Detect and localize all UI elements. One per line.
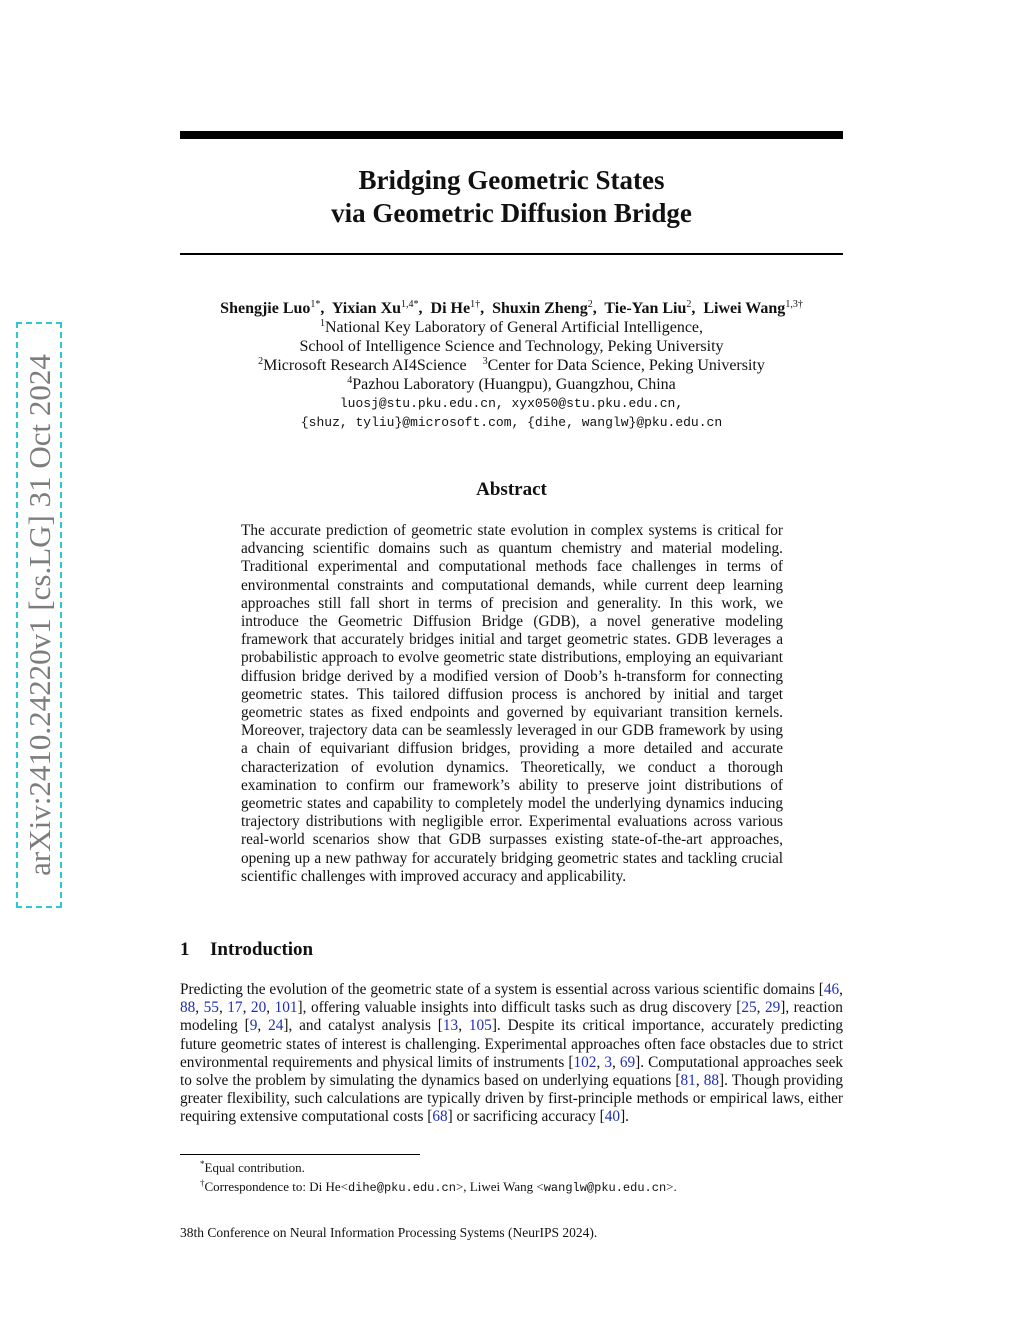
author-name: Liwei Wang: [703, 300, 786, 317]
email-link[interactable]: wanglw@pku.edu.cn: [543, 1181, 667, 1195]
section-heading-introduction: [180, 939, 313, 961]
footnote-text: Correspondence to: Di He<: [204, 1179, 348, 1194]
citation-link[interactable]: 40: [604, 1108, 621, 1126]
citation-link[interactable]: 101: [274, 999, 298, 1017]
citation-link[interactable]: 81: [680, 1072, 696, 1090]
footnote-equal-contribution: [200, 1158, 677, 1177]
citation-link[interactable]: 24: [268, 1017, 284, 1035]
author-list: Shengjie Luo$^{1*}$, Yixian $Xu^{1,4*}$, Di $He^{1\dagger}$, Shuxin Zheng$^2$, Tie-Yan Liu$^2$, Liwei Wang$^{1,3\dagger}$: [220, 299, 803, 317]
citation-link[interactable]: 88: [180, 999, 196, 1017]
citation-link[interactable]: 13: [442, 1017, 459, 1035]
email-line-1[interactable]: luosj@stu.pku.edu.cn, xyx050@stu.pku.edu.cn,: [339, 396, 684, 411]
author-name: Di He: [430, 300, 471, 317]
citation-link[interactable]: 68: [432, 1108, 448, 1126]
affiliation-mark: 1: [319, 318, 325, 329]
affiliation-mark: 4: [347, 375, 353, 386]
intro-text-run: ,: [596, 1053, 605, 1071]
affiliation-1: [180, 318, 843, 337]
footnote-correspondence: [200, 1177, 677, 1198]
footnote-mark: *: [200, 1159, 205, 1169]
abstract-heading: Abstract: [476, 479, 547, 500]
introduction-paragraph: [180, 981, 843, 1127]
title-bottom-rule: [180, 253, 843, 255]
footnote-rule: [180, 1154, 420, 1155]
author-marks: 2: [587, 299, 593, 310]
affiliation-mark: 2: [258, 356, 264, 367]
footnote-text: >.: [666, 1179, 677, 1194]
affiliation-text: National Key Laboratory of General Artificial Intelligence,: [324, 319, 704, 336]
footnote-text: Equal contribution.: [204, 1160, 305, 1175]
intro-text-run: ,: [257, 1017, 269, 1035]
citation-link[interactable]: 17: [227, 999, 243, 1017]
footnotes: [200, 1158, 677, 1198]
affiliation-2-3: [180, 356, 843, 375]
intro-text-run: ], offering valuable insights into difficult tasks such as drug discovery [: [297, 999, 742, 1017]
author-name: Yixian Xu: [331, 300, 402, 317]
author-marks: 1*: [310, 299, 321, 310]
intro-text-run: ]. Despite its critical importance, accurately predicting future geometric states of interest is challenging. Experimental approaches often face obstacles due to strict environmental requirements and physical limits of instruments [: [180, 1017, 843, 1071]
email-line-2[interactable]: {shuz, tyliu}@microsoft.com, {dihe, wanglw}@pku.edu.cn: [300, 415, 723, 430]
title-line-1: Bridging Geometric States: [358, 165, 665, 195]
citation-link[interactable]: 55: [203, 999, 219, 1017]
intro-text-run: ], reaction modeling [: [180, 999, 843, 1035]
author-marks: 2: [686, 299, 692, 310]
title-top-rule: [180, 131, 843, 139]
author-name: Shuxin Zheng: [492, 300, 588, 317]
citation-link[interactable]: 88: [703, 1072, 720, 1090]
conference-note: 38th Conference on Neural Information Processing Systems (NeurIPS 2024).: [180, 1225, 598, 1240]
title-line-2: via Geometric Diffusion Bridge: [331, 198, 692, 228]
intro-text-run: ,: [756, 999, 765, 1017]
intro-text-run: ,: [266, 999, 275, 1017]
arxiv-identifier[interactable]: arXiv:2410.24220v1 [cs.LG] 31 Oct 2024: [22, 354, 57, 876]
intro-text-run: ] or sacrificing accuracy [: [447, 1108, 605, 1126]
affiliation-4: [180, 375, 843, 394]
intro-text-run: ], and catalyst analysis [: [283, 1017, 443, 1035]
author-marks: 1,3†: [785, 299, 803, 310]
citation-link[interactable]: 102: [573, 1053, 597, 1071]
section-title: Introduction: [210, 939, 314, 960]
citation-link[interactable]: 105: [468, 1017, 492, 1035]
citation-link[interactable]: 9: [249, 1017, 258, 1035]
intro-text-run: ,: [695, 1072, 704, 1090]
citation-link[interactable]: 25: [741, 999, 757, 1017]
citation-link[interactable]: 20: [250, 999, 267, 1017]
paper-title: [180, 164, 843, 230]
footnote-mark: †: [200, 1178, 205, 1188]
author-name: Shengjie Luo: [220, 300, 311, 317]
author-block: [180, 299, 843, 432]
author-marks: 1,4*: [401, 299, 419, 310]
affiliation-text: Pazhou Laboratory (Huangpu), Guangzhou, China: [352, 376, 676, 393]
email-link[interactable]: dihe@pku.edu.cn: [347, 1181, 456, 1195]
author-name: Tie-Yan Liu: [604, 300, 687, 317]
intro-text-run: ,: [839, 981, 843, 998]
intro-text-run: ,: [195, 999, 204, 1017]
affiliation-text: Microsoft Research AI4Science: [263, 357, 467, 374]
intro-text-run: ].: [620, 1108, 629, 1126]
author-marks: 1†: [470, 299, 481, 310]
intro-text-run: Predicting the evolution of the geometric state of a system is essential across various scientific domains [: [180, 981, 824, 998]
abstract-text: The accurate prediction of geometric state evolution in complex systems is critical for advancing scientific domains such as quantum chemistry and material modeling. Traditional experimental and computational methods face challenges in terms of environmental constraints and computational demands, while current deep learning approaches still fall short in terms of precision and generality. In this work, we introduce the Geometric Diffusion Bridge (GDB), a novel generative modeling framework that accurately bridges initial and target geometric states. GDB leverages a probabilistic approach to evolve geometric state distributions, employing an equivariant diffusion bridge derived by a modified version of Doob’s h-transform for connecting geometric states. This tailored diffusion process is anchored by initial and target geometric states as fixed endpoints and governed by equivariant transition kernels. Moreover, trajectory data can be seamlessly leveraged in our GDB framework by using a chain of equivariant diffusion bridges, providing a more detailed and accurate characterization of evolution dynamics. Theoretically, we conduct a thorough examination to confirm our framework’s ability to preserve joint distributions of geometric states and capability to completely model the underlying dynamics inducing trajectory distributions with negligible error. Experimental evaluations across various real-world scenarios show that GDB surpasses existing state-of-the-art approaches, opening up a new pathway for accurately bridging geometric states and tackling crucial scientific challenges with improved accuracy and applicability.: [241, 522, 783, 885]
intro-text-run: ,: [611, 1053, 620, 1071]
footnote-text: >, Liwei Wang <: [455, 1179, 544, 1194]
section-number: 1: [180, 939, 190, 960]
citation-link[interactable]: 3: [604, 1053, 612, 1071]
intro-text-run: ,: [218, 999, 228, 1017]
citation-link[interactable]: 69: [619, 1053, 636, 1071]
affiliation-mark: 3: [482, 356, 488, 367]
intro-text-run: ,: [458, 1017, 469, 1035]
affiliation-text: Center for Data Science, Peking University: [487, 357, 765, 374]
citation-link[interactable]: 29: [764, 999, 781, 1017]
intro-text-run: ,: [242, 999, 251, 1017]
citation-link[interactable]: 46: [823, 981, 840, 998]
intro-text-run: ]. Though providing greater flexibility, such calculations are typically driven by first-principle methods or empirical laws, either requiring extensive computational costs [: [180, 1072, 843, 1126]
affiliation-1-cont: School of Intelligence Science and Technology, Peking University: [299, 338, 724, 355]
intro-text-run: ]. Computational approaches seek to solve the problem by simulating the dynamics based on underlying equations [: [180, 1053, 844, 1090]
